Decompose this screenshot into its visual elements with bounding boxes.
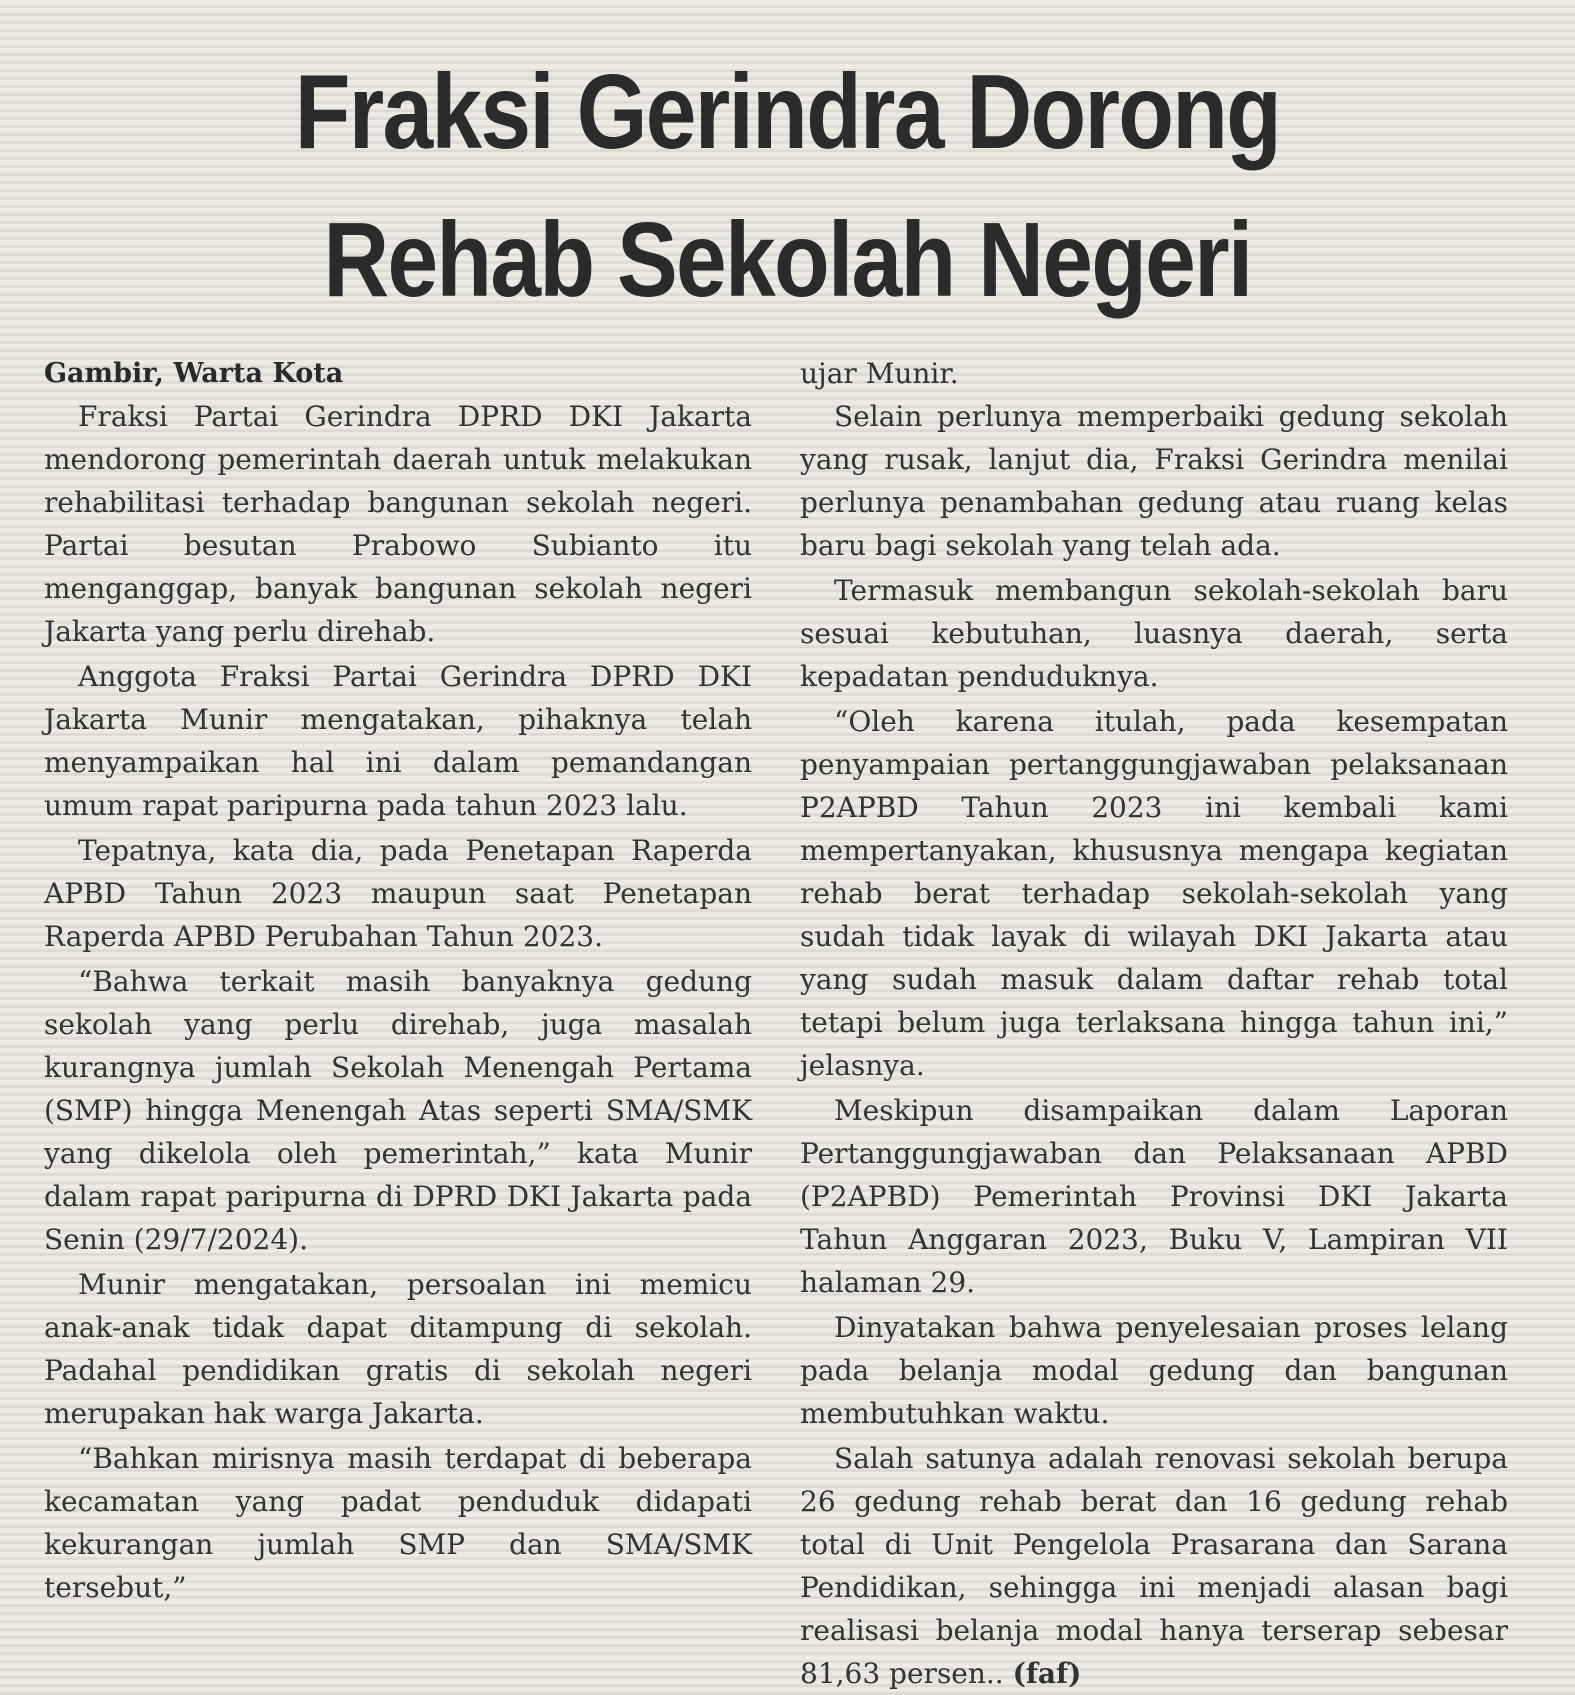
paragraph: Meskipun disampaikan dalam Laporan Pertanggungjawaban dan Pelaksanaan APBD (P2APBD) Pemerintah Provinsi DKI Jakarta Tahun Anggaran 2023, Buku V, Lampiran VII halaman 29. xyxy=(800,1094,1508,1299)
final-paragraph-text: Salah satunya adalah renovasi sekolah berupa 26 gedung rehab berat dan 16 gedung rehab total di Unit Pengelola Prasarana dan Sarana Pendidikan, sehingga ini menjadi alasan bagi realisasi belanja modal hanya terserap sebesar 81,63 persen.. xyxy=(800,1442,1508,1690)
right-column xyxy=(800,352,1508,1695)
paragraph: “Bahwa terkait masih banyaknya gedung sekolah yang perlu direhab, juga masalah kurangnya jumlah Sekolah Menengah Pertama (SMP) hingga Menengah Atas seperti SMA/SMK yang dikelola oleh pemerintah,” kata Munir dalam rapat paripurna di DPRD DKI Jakarta pada Senin (29/7/2024). xyxy=(44,965,752,1256)
dateline: Gambir, Warta Kota xyxy=(44,358,344,389)
headline-line-2: Rehab Sekolah Negeri xyxy=(323,201,1252,319)
paragraph: Anggota Fraksi Partai Gerindra DPRD DKI Jakarta Munir mengatakan, pihaknya telah menyampaikan hal ini dalam pemandangan umum rapat paripurna pada tahun 2023 lalu. xyxy=(44,660,752,822)
headline-line-1: Fraksi Gerindra Dorong xyxy=(294,53,1281,171)
paragraph: Dinyatakan bahwa penyelesaian proses lelang pada belanja modal gedung dan bangunan membutuhkan waktu. xyxy=(800,1311,1508,1430)
final-paragraph xyxy=(800,1437,1508,1695)
paragraph: Termasuk membangun sekolah-sekolah baru sesuai kebutuhan, luasnya daerah, serta kepadatan penduduknya. xyxy=(800,574,1508,693)
paragraph: Selain perlunya memperbaiki gedung sekolah yang rusak, lanjut dia, Fraksi Gerindra menilai perlunya penambahan gedung atau ruang kelas baru bagi sekolah yang telah ada. xyxy=(800,400,1508,562)
paragraph-continuation: ujar Munir. xyxy=(800,357,959,390)
paragraph: Fraksi Partai Gerindra DPRD DKI Jakarta mendorong pemerintah daerah untuk melakukan rehabilitasi terhadap bangunan sekolah negeri. Partai besutan Prabowo Subianto itu menganggap, banyak bangunan sekolah negeri Jakarta yang perlu direhab. xyxy=(44,400,752,648)
headline xyxy=(110,38,1465,334)
paragraph: Tepatnya, kata dia, pada Penetapan Raperda APBD Tahun 2023 maupun saat Penetapan Raperda APBD Perubahan Tahun 2023. xyxy=(44,834,752,953)
left-column xyxy=(44,352,752,1609)
paragraph: “Oleh karena itulah, pada kesempatan penyampaian pertanggungjawaban pelaksanaan P2APBD Tahun 2023 ini kembali kami mempertanyakan, khususnya mengapa kegiatan rehab berat terhadap sekolah-sekolah yang sudah tidak layak di wilayah DKI Jakarta atau yang sudah masuk dalam daftar rehab total tetapi belum juga terlaksana hingga tahun ini,” jelasnya. xyxy=(800,705,1508,1082)
author-signature: (faf) xyxy=(1012,1657,1082,1690)
paragraph: Munir mengatakan, persoalan ini memicu anak-anak tidak dapat ditampung di sekolah. Padahal pendidikan gratis di sekolah negeri merupakan hak warga Jakarta. xyxy=(44,1268,752,1430)
paragraph: “Bahkan mirisnya masih terdapat di beberapa kecamatan yang padat penduduk didapati kekurangan jumlah SMP dan SMA/SMK tersebut,” xyxy=(44,1442,752,1604)
